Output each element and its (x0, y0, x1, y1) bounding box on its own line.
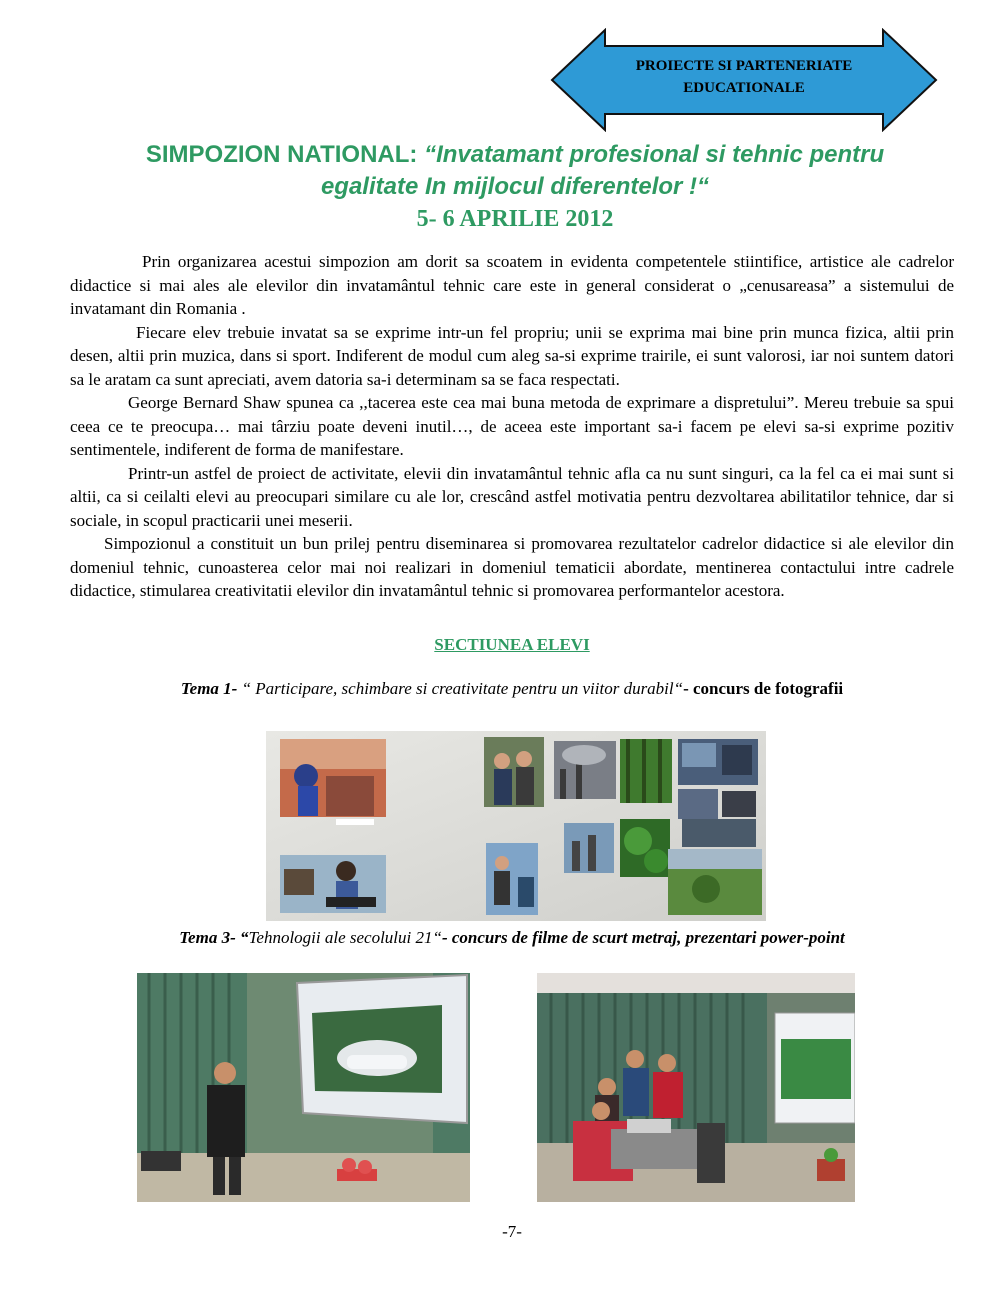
paragraph: Fiecare elev trebuie invatat sa se exprime intr-un fel propriu; unii se exprima mai bine prin munca fizica, altii prin desen, altii prin muzica, dans si sport. Indiferent de modul cum aleg sa-si exprime trairile, ei sunt valorosi, iar noi suntem datori sa le aratam ca sunt apreciati, avem datoria sa-i determinam sa se faca respectati. (70, 322, 954, 389)
paragraph: Simpozionul a constituit un bun prilej pentru diseminarea si promovarea rezultatelor cadrelor didactice si ale elevilor din domeniul tehnic, cunoasterea celor mai noi realizari in domeniul tematicii abordate, mentinerea contactului intre cadrele didactice, stimularea creativitatii elevilor din invatamântul tehnic si promovarea performantelor acestora. (70, 534, 954, 600)
banner-line-1: PROIECTE SI PARTENERIATE (635, 58, 853, 74)
theme-1-label: Tema 1- (180, 679, 238, 698)
theme-1-quote: “ Participare, schimbare si creativitate pentru un viitor durabil“ (237, 679, 684, 698)
article-title (60, 139, 970, 235)
title-quote-part2: egalitate In mijlocul diferentelor !“ (320, 173, 710, 200)
title-date: 5- 6 APRILIE 2012 (416, 206, 614, 232)
title-prefix: SIMPOZION NATIONAL: (145, 141, 418, 168)
banner-line-2: EDUCATIONALE (683, 80, 805, 96)
section-heading: SECTIUNEA ELEVI (434, 635, 590, 654)
photo-exhibition-board (266, 731, 766, 921)
photo-presentation-1 (137, 973, 470, 1202)
theme-3-label: Tema 3- “ (179, 928, 249, 947)
page-number: -7- (502, 1222, 522, 1241)
banner-label (550, 55, 938, 99)
paragraph: Prin organizarea acestui simpozion am dorit sa scoatem in evidenta competentele stiintifice, artistice ale cadrelor didactice si mai ales ale elevilor din invatamântul tehnic care este in general considerat o „cenusareasa” a sistemului de invatamant din Romania . (70, 252, 954, 318)
theme-3-quote: Tehnologii ale secolului 21“ (248, 928, 442, 947)
theme-1-caption (0, 679, 1000, 699)
article-body (70, 250, 954, 603)
theme-3-suffix: - concurs de filme de scurt metraj, prezentari power-point (441, 928, 845, 947)
title-quote-part1: “Invatamant profesional si tehnic pentru (424, 141, 885, 168)
paragraph: George Bernard Shaw spunea ca ,,tacerea este cea mai buna metoda de exprimare a dispretului”. Mereu trebuie sa spui ceea ce te preocupa… mai târziu poate deveni inutil…, de aceea este important sa-i facem pe elevi sa-si exprime pozitiv sentimentele, indiferent de forma de manifestare. (70, 393, 954, 459)
photo-presentation-2 (537, 973, 855, 1202)
theme-1-suffix: - concurs de fotografii (683, 679, 844, 698)
category-banner (550, 28, 938, 132)
theme-3-caption (0, 928, 1000, 948)
paragraph: Printr-un astfel de proiect de activitate, elevii din invatamântul tehnic afla ca nu sunt singuri, ca la fel ca ei mai sunt si altii, ca si ceilalti elevi au preocupari similare cu ale lor, crescând astfel motivatia pentru dezvoltarea abilitatilor tehnice, dar si sociale, in scopul practicarii unei meserii. (70, 463, 954, 530)
